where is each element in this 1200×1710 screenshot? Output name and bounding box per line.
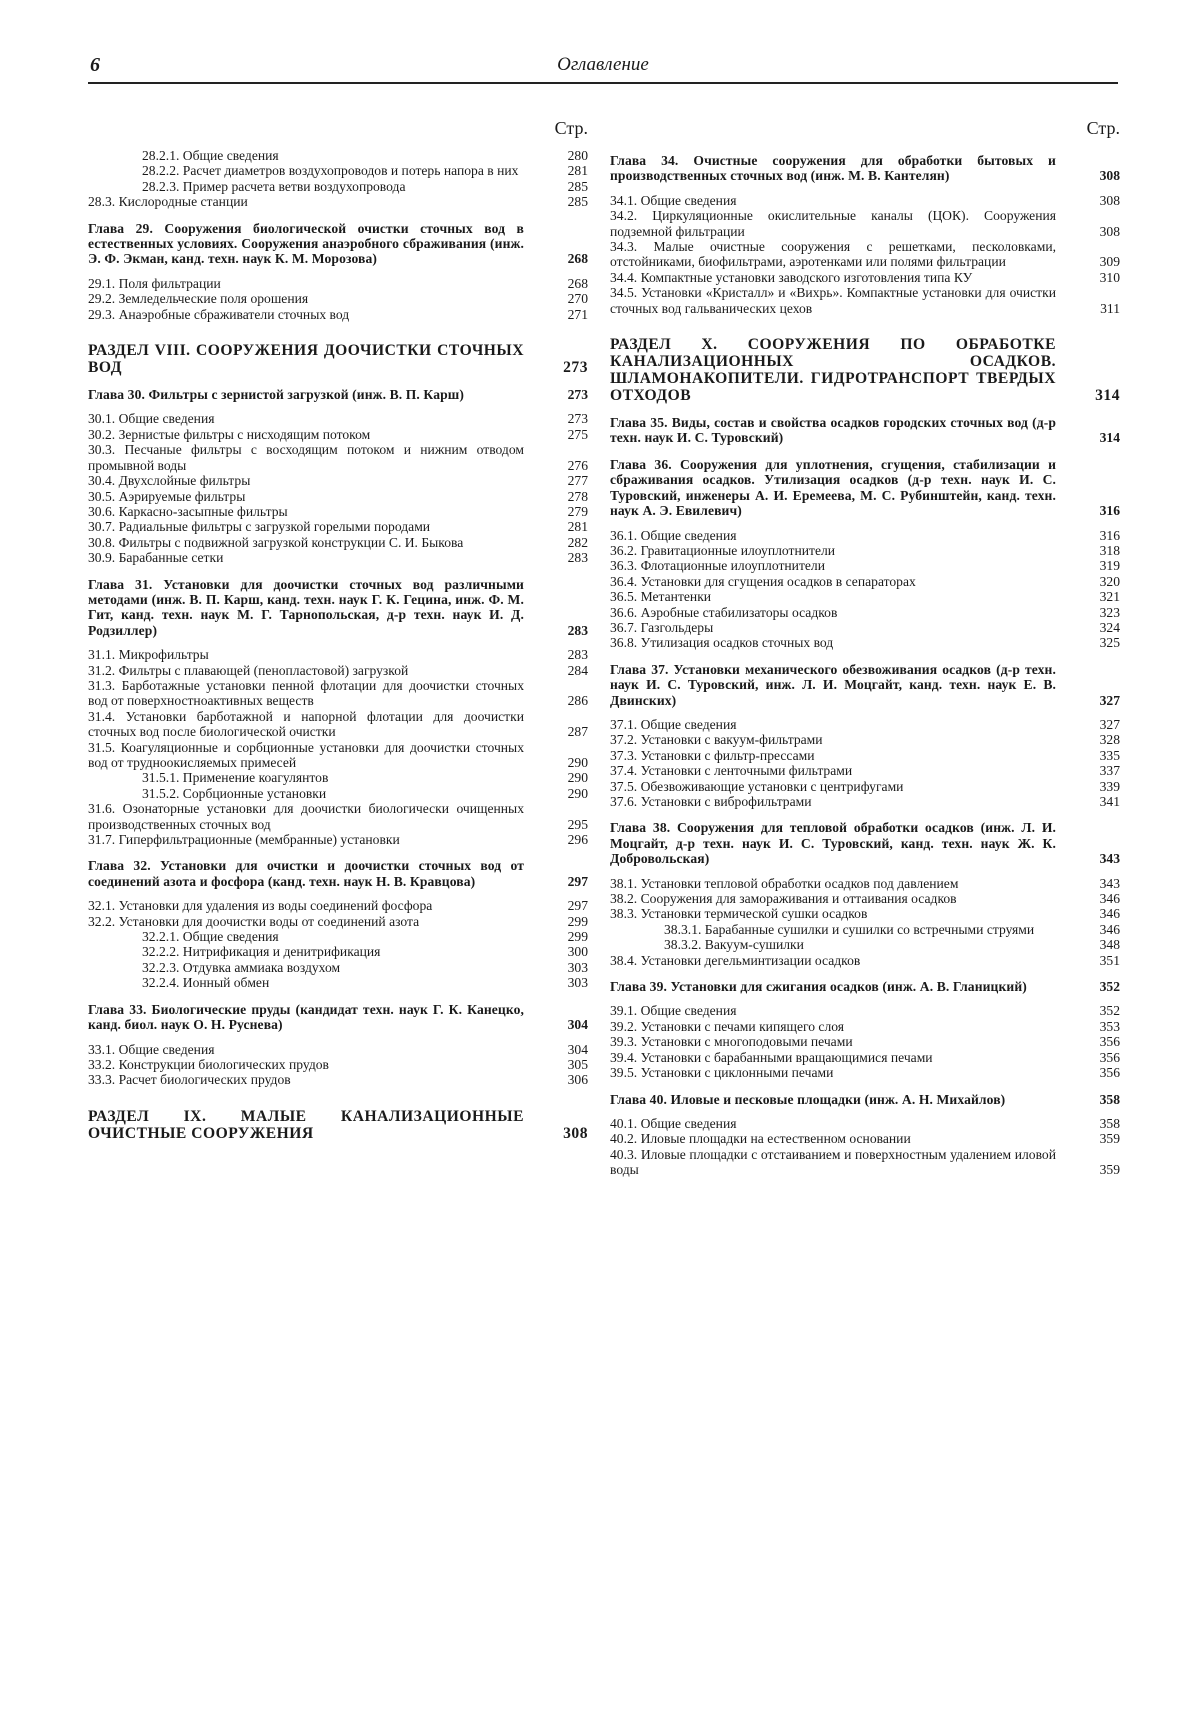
toc-chapter	[88, 387, 588, 402]
toc-entry-page: 308	[1099, 168, 1120, 184]
toc-entry-title: 38.3. Установки термической сушки осадков	[610, 906, 868, 922]
toc-entry-page: 356	[1099, 1049, 1120, 1065]
toc-entry-title: 30.6. Каркасно-засыпные фильтры	[88, 503, 288, 519]
toc-entry-page: 314	[1099, 430, 1120, 446]
toc-entry-page: 308	[1099, 192, 1120, 208]
toc-entry-title: 28.3. Кислородные станции	[88, 194, 248, 210]
toc-entry-page: 320	[1099, 573, 1120, 589]
toc-item	[88, 740, 588, 771]
toc-item	[610, 891, 1120, 906]
toc-entry-page: 283	[567, 550, 588, 566]
toc-item	[88, 504, 588, 519]
toc-entry-title: 37.6. Установки с виброфильтрами	[610, 794, 812, 809]
toc-entry-title: Глава 39. Установки для сжигания осадков (инж. А. В. Гланицкий)	[610, 979, 1027, 995]
toc-entry-page: 356	[1099, 1034, 1120, 1050]
toc-item	[88, 647, 588, 662]
toc-entry-title: 34.5. Установки «Кристалл» и «Вихрь». Компактные установки для очистки сточных вод гальванических цехов	[610, 285, 1056, 316]
toc-entry-title: 31.1. Микрофильтры	[88, 647, 209, 663]
toc-entry-page: 335	[1099, 747, 1120, 763]
toc-entry-page: 282	[567, 534, 588, 550]
toc-entry-title: 36.5. Метантенки	[610, 589, 712, 605]
toc-item	[610, 620, 1120, 635]
toc-item	[88, 1042, 588, 1057]
toc-entry-page: 273	[563, 359, 588, 377]
toc-entry-title: 34.2. Циркуляционные окислительные каналы (ЦОК). Сооружения подземной фильтрации	[610, 208, 1056, 239]
toc-item	[88, 898, 588, 913]
toc-entry-page: 343	[1099, 851, 1120, 867]
toc-entry-page: 297	[567, 898, 588, 914]
toc-entry-title: 38.3.2. Вакуум-сушилки	[664, 937, 804, 953]
toc-entry-page: 327	[1099, 692, 1120, 708]
toc-entry-page: 305	[567, 1056, 588, 1072]
toc-item	[88, 770, 588, 785]
toc-item	[88, 473, 588, 488]
toc-item	[88, 678, 588, 709]
page-header	[88, 52, 1118, 80]
toc-chapter	[610, 979, 1120, 994]
toc-chapter	[610, 820, 1120, 866]
toc-entry-page: 308	[563, 1124, 588, 1142]
toc-item	[610, 208, 1120, 239]
toc-entry-title: 32.2.3. Отдувка аммиака воздухом	[142, 959, 341, 975]
toc-entry-title: 38.1. Установки тепловой обработки осадков под давлением	[610, 875, 959, 891]
toc-entry-title: 39.3. Установки с многоподовыми печами	[610, 1034, 853, 1050]
toc-entry-title: 37.5. Обезвоживающие установки с центрифугами	[610, 778, 904, 794]
toc-entry-title: РАЗДЕЛ IX. МАЛЫЕ КАНАЛИЗАЦИОННЫЕ ОЧИСТНЫЕ СООРУЖЕНИЯ	[88, 1107, 524, 1142]
toc-item	[610, 794, 1120, 809]
toc-item	[610, 937, 1120, 952]
toc-entry-page: 318	[1099, 542, 1120, 558]
toc-entry-title: 34.1. Общие сведения	[610, 192, 737, 208]
toc-entry-page: 285	[567, 194, 588, 210]
toc-item	[610, 1147, 1120, 1178]
toc-entry-title: 28.2.2. Расчет диаметров воздухопроводов и потерь напора в них	[142, 163, 519, 179]
toc-entry-page: 295	[567, 816, 588, 832]
toc-item	[88, 786, 588, 801]
toc-entry-page: 286	[567, 693, 588, 709]
toc-entry-page: 328	[1099, 732, 1120, 748]
toc-entry-title: 30.4. Двухслойные фильтры	[88, 473, 251, 489]
toc-entry-page: 279	[567, 503, 588, 519]
toc-entry-title: Глава 30. Фильтры с зернистой загрузкой (инж. В. П. Карш)	[88, 387, 464, 403]
toc-item	[88, 148, 588, 163]
toc-entry-title: 30.3. Песчаные фильтры с восходящим потоком и нижним отводом промывной воды	[88, 442, 524, 473]
toc-entry-page: 316	[1099, 527, 1120, 543]
toc-entry-page: 278	[567, 488, 588, 504]
toc-chapter	[88, 221, 588, 267]
toc-chapter	[610, 1092, 1120, 1107]
toc-entry-title: 36.8. Утилизация осадков сточных вод	[610, 635, 834, 651]
toc-entry-title: Глава 32. Установки для очистки и доочистки сточных вод от соединений азота и фосфора (канд. техн. наук Н. В. Кравцова)	[88, 858, 524, 889]
toc-entry-page: 311	[1100, 300, 1120, 316]
toc-entry-page: 346	[1099, 921, 1120, 937]
toc-entry-page: 321	[1099, 589, 1120, 605]
toc-item	[610, 748, 1120, 763]
toc-entry-page: 299	[567, 929, 588, 945]
toc-entry-title: Глава 33. Биологические пруды (кандидат техн. наук Г. К. Канецко, канд. биол. наук О. Н. Руснева)	[88, 1001, 524, 1033]
toc-item	[88, 411, 588, 426]
toc-entry-title: 28.2.1. Общие сведения	[142, 148, 279, 163]
toc-item	[88, 975, 588, 990]
toc-entry-page: 280	[567, 148, 588, 163]
toc-entry-title: 37.4. Установки с ленточными фильтрами	[610, 763, 853, 779]
toc-item	[610, 1003, 1120, 1018]
toc-item	[88, 1072, 588, 1087]
toc-item	[610, 1116, 1120, 1131]
toc-entry-title: 31.5.1. Применение коагулянтов	[142, 770, 329, 786]
toc-entry-page: 324	[1099, 619, 1120, 635]
toc-entry-title: 39.2. Установки с печами кипящего слоя	[610, 1018, 845, 1034]
toc-section	[610, 336, 1120, 404]
toc-item	[88, 427, 588, 442]
toc-item	[610, 922, 1120, 937]
toc-entry-page: 358	[1099, 1115, 1120, 1131]
toc-entry-page: 268	[567, 275, 588, 291]
toc-entry-page: 303	[567, 975, 588, 991]
toc-entry-title: 31.7. Гиперфильтрационные (мембранные) установки	[88, 832, 400, 848]
toc-entry-page: 316	[1099, 503, 1120, 519]
toc-item	[88, 489, 588, 504]
toc-entry-page: 276	[567, 457, 588, 473]
toc-item	[88, 307, 588, 322]
toc-entry-page: 343	[1099, 875, 1120, 891]
toc-item	[88, 194, 588, 209]
toc-entry-page: 290	[567, 785, 588, 801]
toc-entry-title: 32.1. Установки для удаления из воды соединений фосфора	[88, 898, 433, 914]
toc-entry-page: 304	[567, 1041, 588, 1057]
toc-entry-title: 38.2. Сооружения для замораживания и оттаивания осадков	[610, 891, 957, 907]
toc-entry-title: Глава 34. Очистные сооружения для обработки бытовых и производственных сточных вод (инж. М. В. Кантелян)	[610, 153, 1056, 184]
toc-entry-title: Глава 36. Сооружения для уплотнения, сгущения, стабилизации и сбраживания осадков. Утилизация осадков (д-р техн. наук И. С. Туровский, инженеры А. И. Еремеева, М. С. Рубинштейн, канд. техн. наук А. Э. Евилевич)	[610, 456, 1056, 519]
toc-entry-title: 30.1. Общие сведения	[88, 411, 215, 427]
toc-item	[88, 929, 588, 944]
toc-item	[610, 239, 1120, 270]
toc-entry-page: 284	[567, 662, 588, 678]
toc-column-right	[610, 118, 1120, 1178]
header-rule	[88, 82, 1118, 84]
toc-entry-page: 297	[567, 873, 588, 889]
toc-entry-title: 32.2.2. Нитрификация и денитрификация	[142, 944, 381, 960]
toc-entry-title: 31.6. Озонаторные установки для доочистки биологически очищенных производственных сточных вод	[88, 801, 524, 832]
toc-item	[610, 1050, 1120, 1065]
toc-entry-page: 268	[567, 251, 588, 267]
toc-entry-title: 29.1. Поля фильтрации	[88, 275, 221, 291]
toc-entry-page: 275	[567, 426, 588, 442]
toc-entry-title: 34.3. Малые очистные сооружения с решетками, песколовками, отстойниками, биофильтрами, аэротенками или полями фильтрации	[610, 239, 1056, 270]
toc-entry-title: 31.5. Коагуляционные и сорбционные установки для доочистки сточных вод от трудноокисляемых примесей	[88, 739, 524, 770]
toc-entry-page: 300	[567, 944, 588, 960]
toc-entry-title: 32.2. Установки для доочистки воды от соединений азота	[88, 913, 420, 929]
toc-item	[610, 953, 1120, 968]
running-title: Оглавление	[557, 54, 649, 75]
toc-entry-page: 303	[567, 959, 588, 975]
toc-chapter	[88, 577, 588, 639]
toc-entry-title: Глава 40. Иловые и песковые площадки (инж. А. Н. Михайлов)	[610, 1091, 1006, 1107]
toc-entry-title: 38.3.1. Барабанные сушилки и сушилки со встречными струями	[664, 921, 1035, 937]
toc-entry-page: 273	[567, 411, 588, 427]
toc-entry-page: 308	[1099, 223, 1120, 239]
toc-item	[88, 1057, 588, 1072]
toc-item	[610, 574, 1120, 589]
toc-entry-page: 359	[1099, 1162, 1120, 1178]
toc-entry-page: 325	[1099, 635, 1120, 651]
toc-entry-page: 281	[567, 519, 588, 535]
toc-item	[610, 779, 1120, 794]
toc-entry-page: 314	[1095, 387, 1120, 405]
toc-entry-page: 352	[1099, 979, 1120, 995]
page-number: 6	[90, 54, 100, 76]
toc-item	[610, 732, 1120, 747]
toc-entry-title: 39.5. Установки с циклонными печами	[610, 1065, 834, 1081]
toc-entry-page: 273	[567, 387, 588, 403]
toc-item	[610, 635, 1120, 650]
toc-item	[610, 1065, 1120, 1080]
toc-item	[610, 763, 1120, 778]
toc-entry-page: 270	[567, 291, 588, 307]
toc-entry-page: 277	[567, 473, 588, 489]
toc-item	[88, 960, 588, 975]
toc-entry-page: 306	[567, 1072, 588, 1088]
toc-entry-page: 346	[1099, 891, 1120, 907]
toc-entry-title: 31.3. Барботажные установки пенной флотации для доочистки сточных вод от поверхностноактивных веществ	[88, 677, 524, 709]
toc-entry-title: 33.3. Расчет биологических прудов	[88, 1072, 291, 1088]
toc-entry-title: Глава 29. Сооружения биологической очистки сточных вод в естественных условиях. Сооружения анаэробного сбраживания (инж. Э. Ф. Экман, канд. техн. наук К. М. Морозова)	[88, 220, 524, 267]
toc-item	[88, 163, 588, 178]
toc-entry-page: 319	[1099, 558, 1120, 574]
toc-entry-title: 36.1. Общие сведения	[610, 527, 737, 543]
toc-entry-title: Глава 31. Установки для доочистки сточных вод различными методами (инж. В. П. Карш, канд. техн. наук Г. К. Гецина, инж. Ф. М. Гит, канд. техн. наук М. Г. Тарнопольская, д-р техн. наук И. Д. Родзиллер)	[88, 576, 524, 638]
toc-item	[610, 1131, 1120, 1146]
toc-item	[88, 535, 588, 550]
toc-entry-page: 290	[567, 770, 588, 786]
toc-entry-page: 296	[567, 832, 588, 848]
toc-entry-title: 30.7. Радиальные фильтры с загрузкой горелыми породами	[88, 519, 431, 535]
toc-entry-page: 337	[1099, 763, 1120, 779]
toc-entry-title: 31.2. Фильтры с плавающей (пенопластовой) загрузкой	[88, 662, 409, 678]
toc-entry-page: 287	[567, 724, 588, 740]
toc-entry-title: РАЗДЕЛ VIII. СООРУЖЕНИЯ ДООЧИСТКИ СТОЧНЫХ ВОД	[88, 342, 524, 377]
toc-entry-page: 323	[1099, 604, 1120, 620]
toc-entry-page: 283	[567, 647, 588, 663]
toc-entry-title: 31.4. Установки барботажной и напорной флотации для доочистки сточных вод после биологической очистки	[88, 708, 524, 740]
toc-item	[610, 543, 1120, 558]
toc-column-left	[88, 118, 588, 1150]
toc-entry-title: РАЗДЕЛ X. СООРУЖЕНИЯ ПО ОБРАБОТКЕ КАНАЛИЗАЦИОННЫХ ОСАДКОВ. ШЛАМОНАКОПИТЕЛИ. ГИДРОТРАНСПОРТ ТВЕРДЫХ ОТХОДОВ	[610, 336, 1056, 405]
toc-entry-title: 29.2. Земледельческие поля орошения	[88, 291, 309, 307]
toc-item	[610, 558, 1120, 573]
toc-entry-title: 30.5. Аэрируемые фильтры	[88, 488, 246, 504]
toc-item	[610, 717, 1120, 732]
toc-entry-title: 40.2. Иловые площадки на естественном основании	[610, 1131, 911, 1147]
toc-entry-page: 271	[567, 306, 588, 322]
toc-item	[610, 193, 1120, 208]
toc-entry-page: 299	[567, 913, 588, 929]
toc-item	[88, 709, 588, 740]
toc-entry-title: 31.5.2. Сорбционные установки	[142, 785, 327, 801]
page-column-label: Стр.	[554, 118, 588, 138]
toc-entry-title: 29.3. Анаэробные сбраживатели сточных вод	[88, 306, 350, 322]
toc-item	[88, 801, 588, 832]
toc-entry-title: 36.2. Гравитационные илоуплотнители	[610, 542, 836, 558]
toc-entry-page: 356	[1099, 1065, 1120, 1081]
toc-entry-page: 348	[1099, 937, 1120, 953]
toc-item	[610, 589, 1120, 604]
toc-section	[88, 342, 588, 376]
toc-entry-title: 30.8. Фильтры с подвижной загрузкой конструкции С. И. Быкова	[88, 534, 464, 550]
toc-chapter	[88, 1002, 588, 1033]
toc-entry-page: 283	[567, 622, 588, 638]
toc-entry-title: 28.2.3. Пример расчета ветви воздухопровода	[142, 178, 406, 194]
toc-item	[610, 285, 1120, 316]
toc-entry-title: 30.9. Барабанные сетки	[88, 550, 224, 566]
toc-item	[610, 1019, 1120, 1034]
toc-entry-page: 358	[1099, 1091, 1120, 1107]
toc-item	[88, 179, 588, 194]
toc-entry-page: 353	[1099, 1018, 1120, 1034]
toc-entry-page: 309	[1099, 254, 1120, 270]
toc-entry-title: 36.6. Аэробные стабилизаторы осадков	[610, 604, 838, 620]
toc-section	[88, 1108, 588, 1142]
toc-entry-title: 37.1. Общие сведения	[610, 716, 737, 732]
toc-entry-title: 32.2.4. Ионный обмен	[142, 975, 270, 991]
toc-entry-title: 39.4. Установки с барабанными вращающимися печами	[610, 1049, 933, 1065]
toc-item	[88, 944, 588, 959]
toc-item	[610, 528, 1120, 543]
toc-entry-title: Глава 38. Сооружения для тепловой обработки осадков (инж. Л. И. Моцгайт, д-р техн. наук И. С. Туровский, канд. техн. наук Ж. К. Добровольская)	[610, 820, 1056, 867]
toc-entry-title: 34.4. Компактные установки заводского изготовления типа КУ	[610, 269, 973, 285]
toc-entry-page: 341	[1099, 794, 1120, 809]
toc-item	[610, 906, 1120, 921]
toc-entry-title: 32.2.1. Общие сведения	[142, 929, 279, 945]
toc-item	[88, 550, 588, 565]
toc-entry-title: 40.1. Общие сведения	[610, 1115, 737, 1131]
toc-item	[88, 291, 588, 306]
toc-entry-page: 281	[567, 163, 588, 179]
toc-entry-title: 40.3. Иловые площадки с отстаиванием и поверхностным удалением иловой воды	[610, 1146, 1056, 1178]
toc-entry-title: 39.1. Общие сведения	[610, 1003, 737, 1019]
toc-entry-title: 36.7. Газгольдеры	[610, 619, 714, 635]
toc-item	[88, 832, 588, 847]
toc-entry-page: 290	[567, 755, 588, 770]
toc-entry-title: 38.4. Установки дегельминтизации осадков	[610, 952, 861, 968]
toc-entry-title: 33.2. Конструкции биологических прудов	[88, 1056, 329, 1072]
toc-entry-page: 351	[1099, 952, 1120, 968]
toc-item	[88, 442, 588, 473]
toc-chapter	[610, 153, 1120, 184]
toc-entry-page: 285	[567, 178, 588, 194]
toc-item	[88, 663, 588, 678]
toc-item	[610, 876, 1120, 891]
toc-entry-title: 36.3. Флотационные илоуплотнители	[610, 558, 825, 574]
toc-entry-page: 359	[1099, 1131, 1120, 1147]
toc-entry-title: 37.2. Установки с вакуум-фильтрами	[610, 732, 823, 748]
toc-entry-page: 352	[1099, 1003, 1120, 1019]
page-column-label: Стр.	[1086, 118, 1120, 138]
toc-entry-page: 339	[1099, 778, 1120, 794]
toc-chapter	[610, 662, 1120, 708]
toc-entry-title: 37.3. Установки с фильтр-прессами	[610, 747, 815, 763]
toc-chapter	[88, 858, 588, 889]
toc-entry-title: 36.4. Установки для сгущения осадков в сепараторах	[610, 573, 916, 589]
toc-entry-title: Глава 35. Виды, состав и свойства осадков городских сточных вод (д-р техн. наук И. С. Туровский)	[610, 415, 1056, 446]
toc-entry-page: 310	[1099, 269, 1120, 285]
toc-chapter	[610, 457, 1120, 519]
toc-item	[610, 1034, 1120, 1049]
toc-entry-title: Глава 37. Установки механического обезвоживания осадков (д-р техн. наук И. С. Туровский, инж. Л. И. Моцгайт, канд. техн. наук Е. В. Двинских)	[610, 661, 1056, 708]
toc-item	[88, 519, 588, 534]
toc-entry-title: 33.1. Общие сведения	[88, 1041, 215, 1057]
toc-entry-page: 346	[1099, 906, 1120, 922]
toc-item	[88, 914, 588, 929]
toc-chapter	[610, 415, 1120, 446]
toc-item	[88, 276, 588, 291]
toc-item	[610, 270, 1120, 285]
toc-item	[610, 605, 1120, 620]
toc-entry-title: 30.2. Зернистые фильтры с нисходящим потоком	[88, 426, 371, 442]
toc-entry-page: 327	[1099, 716, 1120, 732]
toc-entry-page: 304	[567, 1017, 588, 1033]
